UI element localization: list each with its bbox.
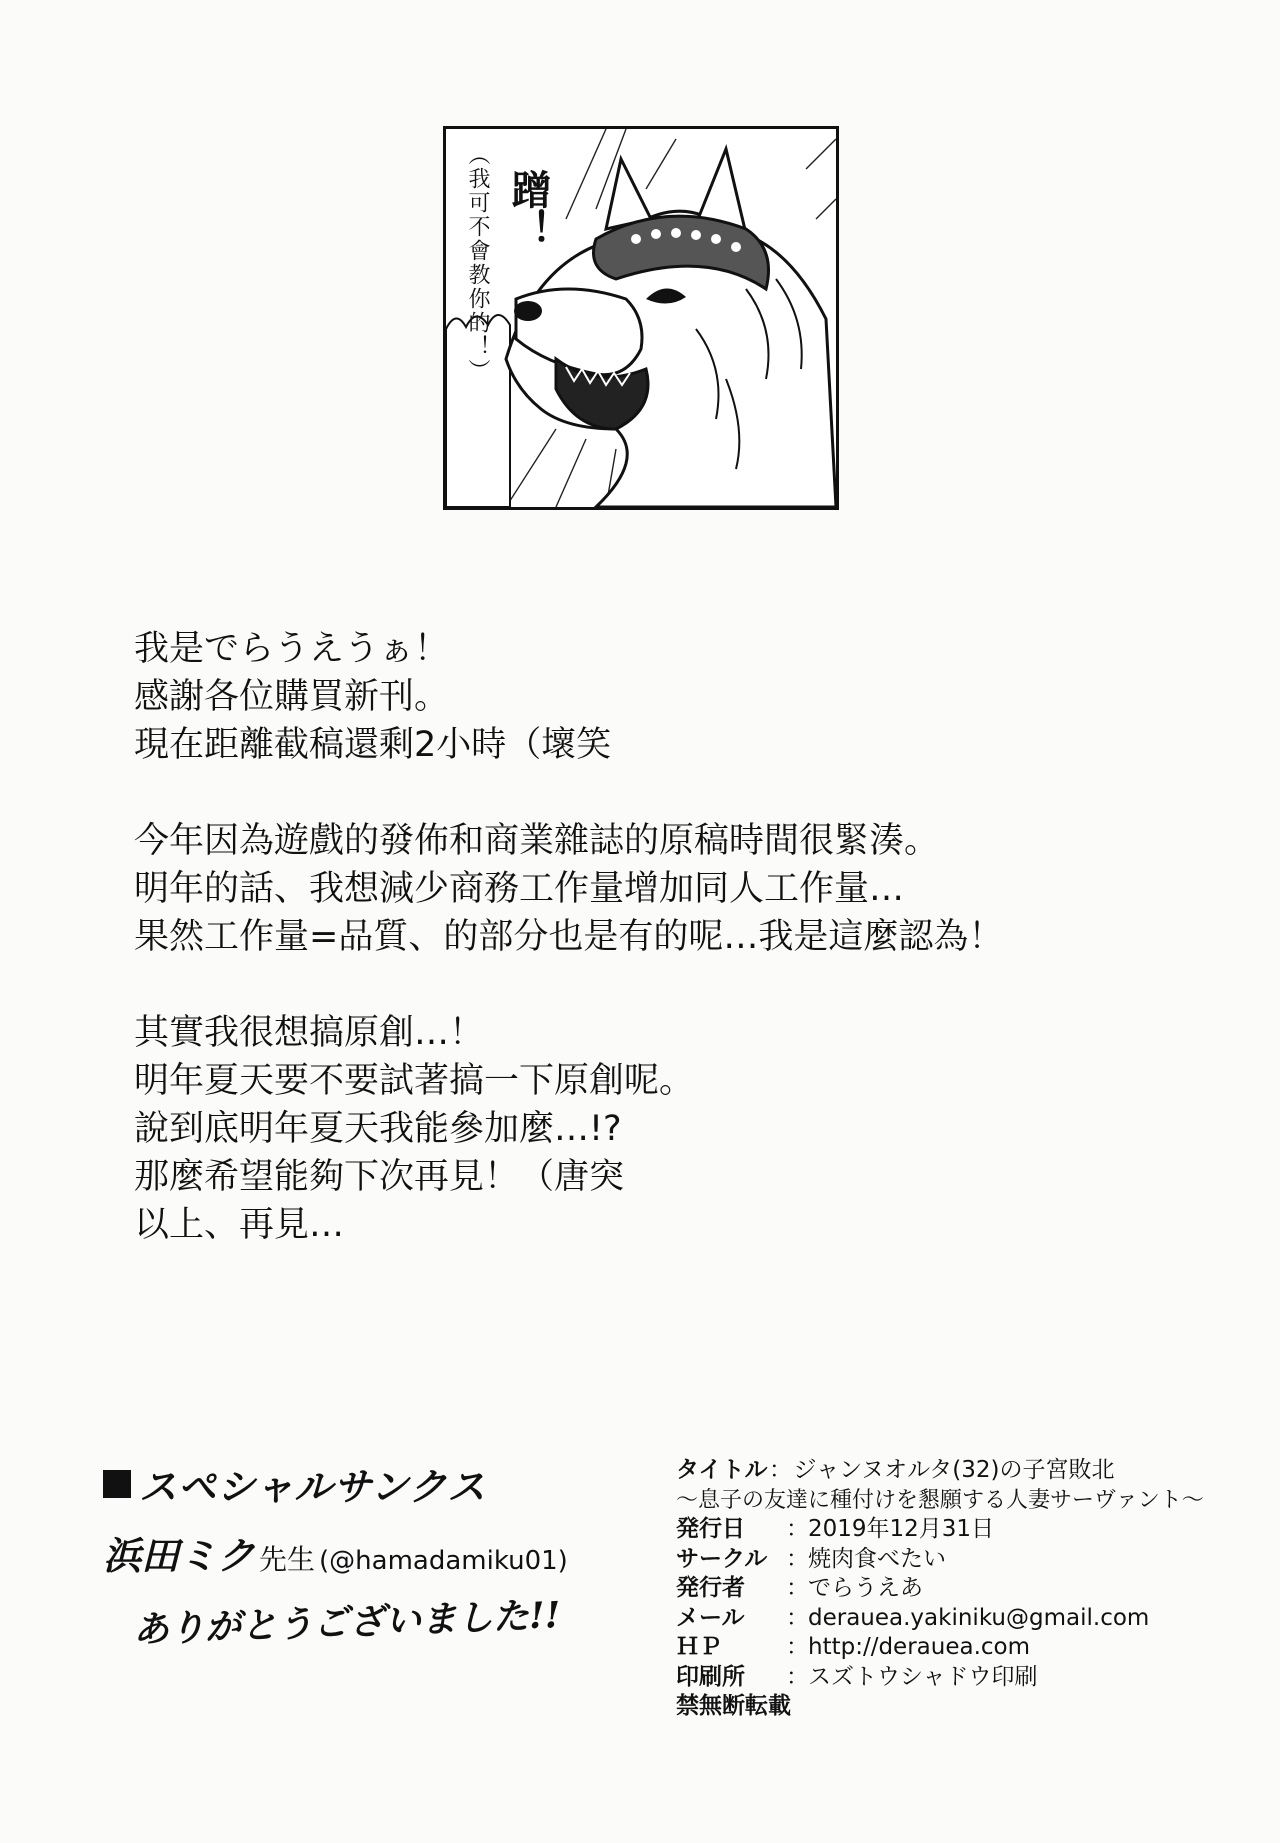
colophon-value: 焼肉食べたい xyxy=(808,1545,946,1572)
message-paragraph-3 xyxy=(134,1009,1194,1249)
thanks-artist xyxy=(103,1525,623,1580)
artist-name: 浜田ミク xyxy=(103,1534,256,1578)
reproduction-notice: 禁無断転載 xyxy=(676,1693,791,1719)
message-line: 明年的話、我想減少商務工作量增加同人工作量… xyxy=(134,869,905,909)
panel-side-note: （我可不會教你的！） xyxy=(465,143,490,383)
thanks-closing: ありがとうございました!! xyxy=(132,1594,562,1651)
message-line: 明年夏天要不要試著搞一下原創呢。 xyxy=(134,1061,695,1101)
message-line: 其實我很想搞原創…！ xyxy=(134,1013,485,1053)
message-paragraph-2 xyxy=(134,817,1194,961)
colophon-row xyxy=(676,1663,1276,1693)
colophon-title-row xyxy=(676,1456,1276,1486)
message-line: 說到底明年夏天我能參加麼…!? xyxy=(134,1109,622,1149)
colophon-email: deraueа.yakiniku@gmail.com xyxy=(808,1604,1150,1631)
message-paragraph-1 xyxy=(134,625,1194,769)
colophon xyxy=(676,1456,1276,1722)
artist-handle: (@hamadamiku01) xyxy=(319,1546,568,1576)
afterword-message xyxy=(134,625,1194,1297)
colophon-subtitle: 〜息子の友達に種付けを懇願する人妻サーヴァント〜 xyxy=(676,1487,1204,1513)
illustration-panel xyxy=(443,126,839,510)
colophon-value: でらうえあ xyxy=(808,1575,923,1601)
colophon-title: ジャンヌオルタ(32)の子宮敗北 xyxy=(793,1457,1115,1483)
message-line: 我是でらうえうぁ！ xyxy=(134,629,450,669)
panel-sound-effect: 蹭！ xyxy=(505,169,551,249)
colophon-label: 印刷所 xyxy=(676,1663,745,1690)
special-thanks-title: スペシャルサンクス xyxy=(139,1465,487,1509)
colophon-separator: ： xyxy=(769,1457,793,1483)
colophon-separator: ： xyxy=(786,1545,809,1572)
colophon-label: タイトル xyxy=(676,1457,768,1483)
colophon-label: 発行者 xyxy=(676,1575,745,1601)
colophon-separator: ： xyxy=(786,1634,809,1660)
black-square-icon xyxy=(103,1470,131,1498)
colophon-row xyxy=(676,1545,1276,1575)
colophon-value: 2019年12月31日 xyxy=(808,1516,995,1542)
special-thanks xyxy=(103,1456,623,1653)
colophon-row xyxy=(676,1633,1276,1663)
message-line: 以上、再見… xyxy=(134,1205,345,1245)
colophon-separator: ： xyxy=(786,1575,809,1601)
colophon-label: サークル xyxy=(676,1545,768,1572)
message-line: 那麼希望能夠下次再見！（唐突 xyxy=(134,1157,625,1197)
message-line: 今年因為遊戲的發佈和商業雜誌的原稿時間很緊湊。 xyxy=(134,821,940,861)
colophon-label: ＨＰ xyxy=(676,1634,722,1660)
colophon-value: スズトウシャドウ印刷 xyxy=(808,1663,1038,1690)
colophon-row xyxy=(676,1574,1276,1604)
special-thanks-heading xyxy=(103,1456,623,1511)
colophon-label: メール xyxy=(676,1604,745,1631)
colophon-row xyxy=(676,1604,1276,1634)
message-line: 現在距離截稿還剩2小時（壞笑 xyxy=(134,725,612,765)
message-line: 感謝各位購買新刊。 xyxy=(134,677,450,717)
colophon-separator: ： xyxy=(786,1663,809,1690)
colophon-row xyxy=(676,1515,1276,1545)
colophon-separator: ： xyxy=(786,1604,809,1631)
colophon-notice xyxy=(676,1692,1276,1722)
colophon-homepage: http://deraueа.com xyxy=(808,1634,1031,1660)
colophon-separator: ： xyxy=(786,1516,809,1542)
message-line: 果然工作量=品質、的部分也是有的呢…我是這麼認為！ xyxy=(134,917,1004,957)
colophon-label: 発行日 xyxy=(676,1516,745,1542)
artist-honorific: 先生 xyxy=(259,1543,316,1576)
